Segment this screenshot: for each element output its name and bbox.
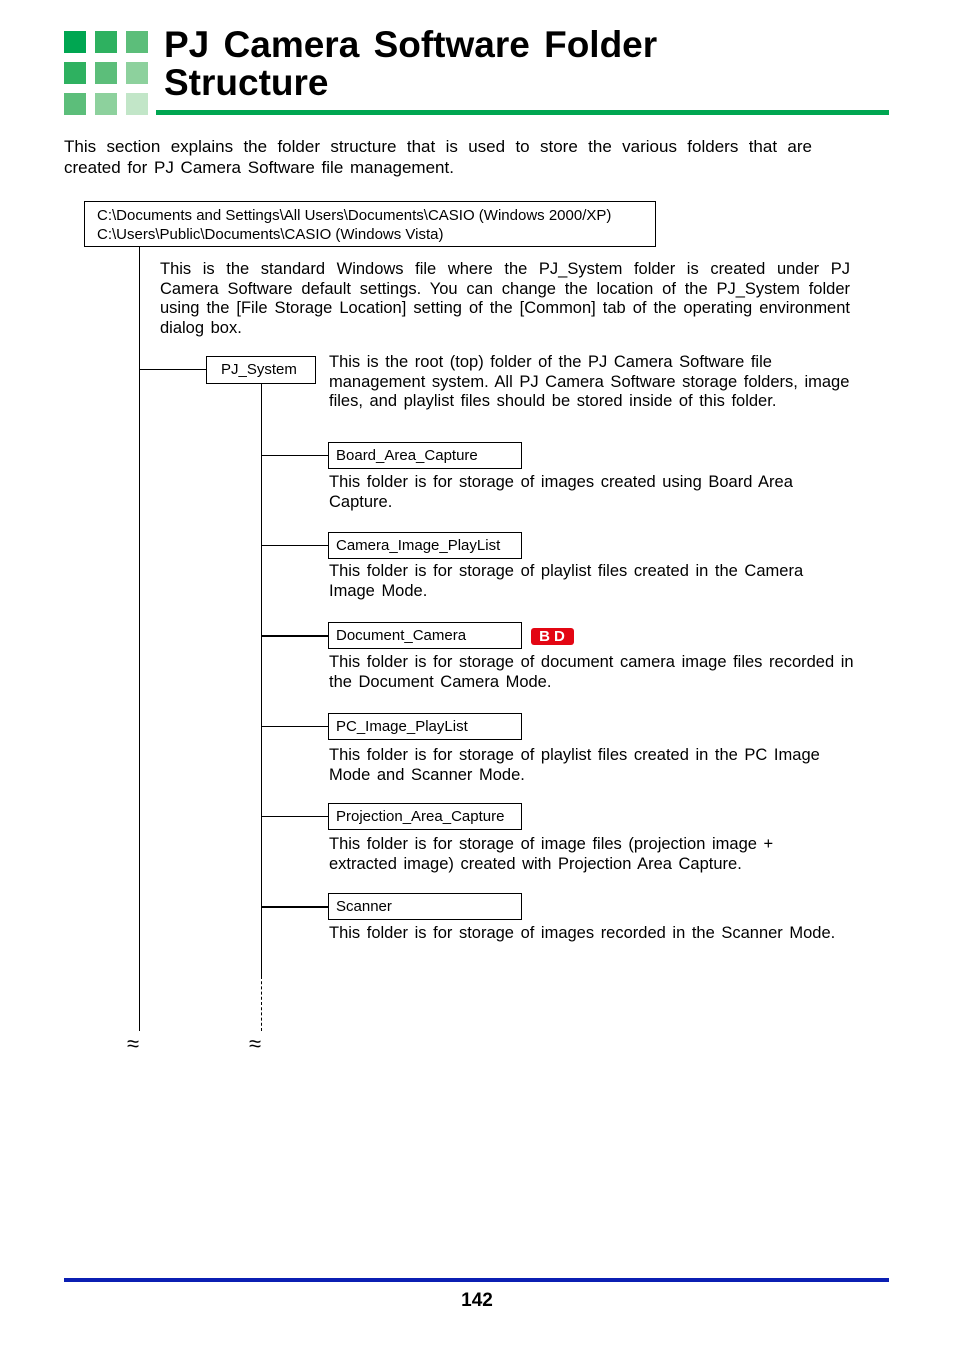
- page-number: 142: [461, 1290, 493, 1311]
- folder-description: This folder is for storage of images created using Board Area Capture.: [329, 473, 793, 511]
- logo-square: [95, 31, 117, 53]
- root-path-line1: C:\Documents and Settings\All Users\Documents\CASIO (Windows 2000/XP): [97, 207, 612, 224]
- folder-board-area-capture: Board_Area_Capture: [328, 442, 522, 469]
- title-underline: [156, 110, 889, 115]
- page-title-line1: PJ Camera Software Folder: [164, 24, 658, 65]
- logo-square: [64, 62, 86, 84]
- branch-document-camera: [261, 635, 328, 637]
- branch-scanner: [261, 906, 328, 908]
- folder-description: This folder is for storage of playlist files created in the PC Image Mode and Scanner Mode.: [329, 746, 820, 784]
- folder-camera-image-playlist: Camera_Image_PlayList: [328, 532, 522, 559]
- branch-projection-area-capture: [261, 816, 328, 817]
- continuation-symbol: ≈: [249, 1031, 262, 1056]
- folder-description: This folder is for storage of document camera image files recorded in the Document Camera Mode.: [329, 653, 854, 691]
- folder-projection-area-capture: Projection_Area_Capture: [328, 803, 522, 830]
- folder-pj-system: PJ_System: [206, 356, 316, 384]
- tree-branch-line: [139, 369, 206, 370]
- pj-system-description: This is the root (top) folder of the PJ Camera Software file management system. All PJ Camera Software storage folders, image files, and playlist files should be stored inside of this folder.: [329, 353, 850, 410]
- bd-badge: BD: [531, 628, 574, 645]
- intro-paragraph: This section explains the folder structure that is used to store the various folders that are created for PJ Camera Software file management.: [64, 137, 812, 177]
- logo-square: [95, 93, 117, 115]
- folder-document-camera: Document_Camera: [328, 622, 522, 649]
- pj-system-trunk-continuation: [261, 976, 262, 1031]
- folder-description: This folder is for storage of image files (projection image + extracted image) created with Projection Area Capture.: [329, 835, 774, 873]
- continuation-symbol: ≈: [127, 1031, 140, 1056]
- logo-square: [126, 31, 148, 53]
- logo-square: [64, 31, 86, 53]
- pj-system-trunk-line: [261, 384, 262, 976]
- folder-description: This folder is for storage of playlist files created in the Camera Image Mode.: [329, 562, 804, 600]
- branch-pc-image-playlist: [261, 726, 328, 727]
- logo-square: [95, 62, 117, 84]
- tree-trunk-line: [139, 247, 140, 1031]
- root-path-box: [84, 201, 656, 247]
- folder-description: This folder is for storage of images recorded in the Scanner Mode.: [329, 924, 836, 942]
- page-title: [164, 26, 884, 102]
- logo-square: [64, 93, 86, 115]
- branch-board-area-capture: [261, 455, 328, 456]
- folder-pc-image-playlist: PC_Image_PlayList: [328, 713, 522, 740]
- branch-camera-image-playlist: [261, 545, 328, 546]
- footer-rule: [64, 1278, 889, 1282]
- logo-square: [126, 93, 148, 115]
- page-title-line2: Structure: [164, 62, 329, 103]
- logo-square: [126, 62, 148, 84]
- root-path-description: This is the standard Windows file where the PJ_System folder is created under PJ Camera Software default settings. You can change the location of the PJ_System folder using the [File Storage Location] setting of the [Common] tab of the operating environment dialog box.: [160, 260, 850, 337]
- folder-scanner: Scanner: [328, 893, 522, 920]
- root-path-line2: C:\Users\Public\Documents\CASIO (Windows Vista): [97, 226, 444, 243]
